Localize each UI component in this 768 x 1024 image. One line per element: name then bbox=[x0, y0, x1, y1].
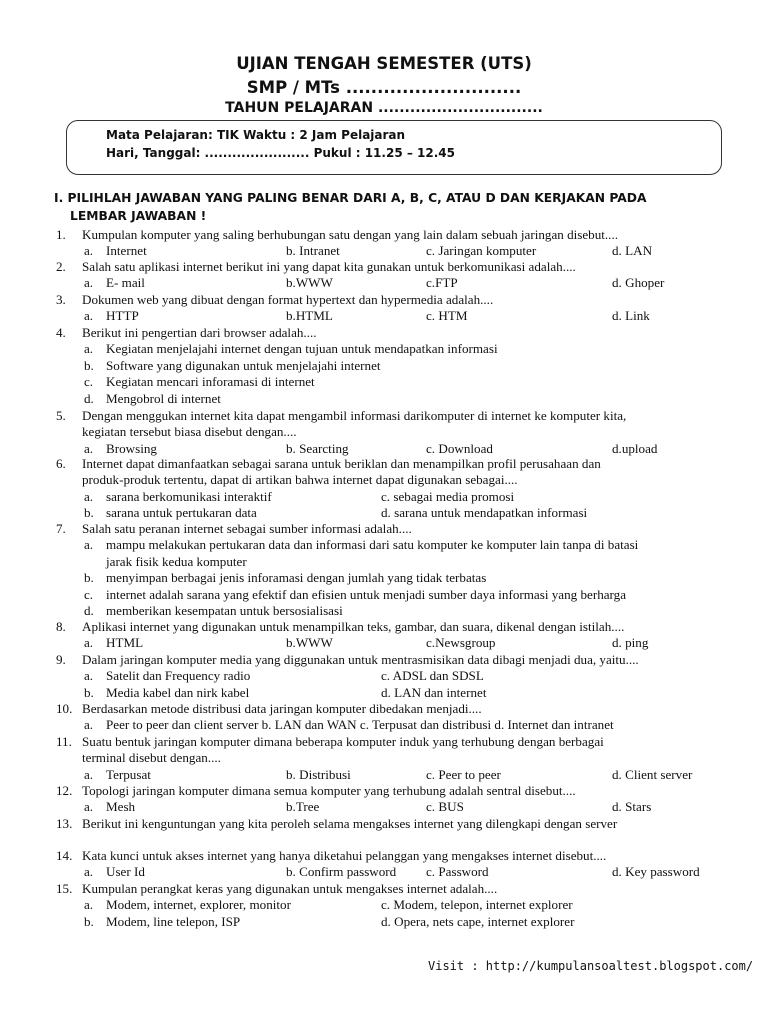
option-letter[interactable]: b. bbox=[84, 684, 94, 700]
option-text: sarana untuk mendapatkan informasi bbox=[394, 505, 588, 521]
option-text: BUS bbox=[438, 799, 464, 815]
option[interactable] bbox=[381, 914, 574, 930]
option-letter: d. bbox=[612, 440, 622, 456]
question-number: 5. bbox=[56, 408, 66, 423]
option[interactable] bbox=[381, 668, 484, 684]
option[interactable] bbox=[286, 864, 396, 880]
option[interactable] bbox=[426, 864, 489, 880]
option-letter: c. bbox=[381, 897, 391, 913]
option-letter: d. bbox=[612, 635, 622, 651]
academic-year: TAHUN PELAJARAN ............................... bbox=[225, 100, 543, 116]
option-text: upload bbox=[621, 440, 658, 456]
option-letter[interactable]: b. bbox=[84, 505, 94, 521]
option-text[interactable]: Modem, line telepon, ISP bbox=[106, 913, 241, 929]
option-letter: c. bbox=[426, 243, 436, 259]
option-text: Ghoper bbox=[625, 275, 665, 291]
question-number: 7. bbox=[56, 521, 66, 536]
option[interactable] bbox=[286, 635, 333, 651]
question-number: 13. bbox=[56, 816, 73, 831]
option-text[interactable]: mampu melakukan pertukaran data dan informasi dari satu komputer ke komputer lain tanpa di batasi bbox=[106, 537, 639, 553]
question-text: Dalam jaringan komputer media yang diggunakan untuk mentrasmisikan data dibagi menjadi dua, yaitu.... bbox=[82, 652, 639, 667]
option-text[interactable]: sarana untuk pertukaran data bbox=[106, 505, 257, 521]
question-number: 9. bbox=[56, 652, 66, 667]
option-letter[interactable]: a. bbox=[84, 864, 94, 880]
option-letter[interactable]: a. bbox=[84, 537, 94, 553]
option[interactable] bbox=[286, 799, 319, 815]
option-text: Key password bbox=[625, 864, 700, 880]
option[interactable] bbox=[426, 767, 501, 783]
option-text: Distribusi bbox=[299, 766, 351, 782]
option-letter[interactable]: a. bbox=[84, 243, 94, 259]
option-letter[interactable]: a. bbox=[84, 897, 94, 913]
option-letter: b. bbox=[286, 440, 296, 456]
option-text: Confirm password bbox=[299, 864, 397, 880]
option-letter[interactable]: a. bbox=[84, 488, 94, 504]
question-number: 6. bbox=[56, 456, 66, 471]
option-letter: d. bbox=[612, 864, 622, 880]
option[interactable] bbox=[381, 505, 587, 521]
option-text: Newsgroup bbox=[435, 635, 496, 651]
date-hour-line: Hari, Tanggal: ....................... Pukul : 11.25 – 12.45 bbox=[106, 146, 455, 160]
option[interactable] bbox=[612, 767, 692, 783]
option-text: Link bbox=[625, 308, 650, 324]
option-text: ping bbox=[625, 635, 649, 651]
option-text: Stars bbox=[625, 799, 652, 815]
option-letter[interactable]: a. bbox=[84, 341, 94, 357]
option-text[interactable]: Kegiatan menjelajahi internet dengan tujuan untuk mendapatkan informasi bbox=[106, 341, 498, 357]
option-letter: d. bbox=[612, 308, 622, 324]
option[interactable] bbox=[286, 275, 333, 291]
question-text: Aplikasi internet yang digunakan untuk menampilkan teks, gambar, dan suara, dikenal dengan istilah.... bbox=[82, 619, 625, 634]
option[interactable] bbox=[286, 441, 349, 457]
option[interactable] bbox=[381, 489, 514, 505]
question-number: 1. bbox=[56, 227, 66, 242]
option-text: Peer to peer bbox=[438, 766, 501, 782]
option-text: WWW bbox=[295, 635, 333, 651]
question-text: Dengan menggukan internet kita dapat mengambil informasi darikomputer di internet ke komputer kita, bbox=[82, 408, 627, 423]
option-letter[interactable]: a. bbox=[84, 717, 94, 733]
question-text: Kumpulan perangkat keras yang digunakan untuk mengakses internet adalah.... bbox=[82, 881, 498, 896]
option-text[interactable]: Satelit dan Frequency radio bbox=[106, 668, 251, 684]
option-letter: d. bbox=[612, 275, 622, 291]
question-number: 10. bbox=[56, 701, 73, 716]
section-instruction-cont: LEMBAR JAWABAN ! bbox=[70, 209, 207, 223]
option-letter: d. bbox=[612, 766, 622, 782]
option-letter[interactable]: b. bbox=[84, 913, 94, 929]
option-letter: c. bbox=[381, 488, 391, 504]
option-text-cont: jarak fisik kedua komputer bbox=[106, 553, 247, 569]
question-text: Berdasarkan metode distribusi data jaringan komputer dibedakan menjadi.... bbox=[82, 701, 482, 716]
option-letter: c. bbox=[426, 308, 436, 324]
question-number: 3. bbox=[56, 292, 66, 307]
option[interactable] bbox=[381, 685, 486, 701]
option[interactable] bbox=[612, 441, 657, 457]
option-letter: c. bbox=[426, 440, 436, 456]
option-letter: c. bbox=[381, 668, 391, 684]
option-text: Opera, nets cape, internet explorer bbox=[394, 913, 575, 929]
option-text[interactable]: Kegiatan mencari inforamasi di internet bbox=[106, 374, 315, 390]
option-text[interactable]: Modem, internet, explorer, monitor bbox=[106, 897, 291, 913]
option-text[interactable]: memberikan kesempatan untuk bersosialisasi bbox=[106, 603, 343, 618]
option-text: Download bbox=[438, 440, 493, 456]
option[interactable] bbox=[612, 635, 648, 651]
option-text: HTML bbox=[295, 308, 333, 324]
subject-time-line: Mata Pelajaran: TIK Waktu : 2 Jam Pelajaran bbox=[106, 128, 406, 142]
option-text: Jaringan komputer bbox=[438, 243, 537, 259]
option-text: ADSL dan SDSL bbox=[392, 668, 484, 684]
option-text: FTP bbox=[435, 275, 458, 291]
option-text: Modem, telepon, internet explorer bbox=[393, 897, 573, 913]
option-text[interactable]: Mesh bbox=[106, 799, 136, 815]
option-letter[interactable]: b. bbox=[84, 357, 94, 373]
option-text[interactable]: Peer to peer dan client server b. LAN dan WAN c. Terpusat dan distribusi d. Internet dan intranet bbox=[106, 717, 614, 733]
question-text: kegiatan tersebut biasa disebut dengan.... bbox=[82, 424, 297, 440]
option-text: HTM bbox=[438, 308, 468, 324]
option-letter: b. bbox=[286, 275, 296, 291]
question-text: Salah satu peranan internet sebagai sumber informasi adalah.... bbox=[82, 521, 412, 536]
option-letter[interactable]: a. bbox=[84, 635, 94, 651]
option-letter[interactable]: c. bbox=[84, 586, 94, 602]
option-letter: d. bbox=[381, 684, 391, 700]
option-text[interactable]: Software yang digunakan untuk menjelajahi internet bbox=[106, 357, 381, 373]
option-text: Intranet bbox=[299, 243, 340, 259]
option-letter[interactable]: a. bbox=[84, 799, 94, 815]
question-text: Topologi jaringan komputer dimana semua komputer yang terhubung adalah sentral disebut.... bbox=[82, 783, 576, 798]
option-letter: b. bbox=[286, 635, 296, 651]
school-line: SMP / MTs ............................ bbox=[246, 78, 522, 97]
question-number: 15. bbox=[56, 881, 73, 896]
option[interactable] bbox=[286, 243, 340, 259]
option-letter: c. bbox=[426, 635, 436, 651]
question-number: 2. bbox=[56, 259, 66, 274]
option-text: WWW bbox=[295, 275, 333, 291]
option-letter[interactable]: a. bbox=[84, 275, 94, 291]
option[interactable] bbox=[426, 635, 495, 651]
option-letter: d. bbox=[612, 799, 622, 815]
question-number: 14. bbox=[56, 848, 73, 863]
question-text: Kata kunci untuk akses internet yang hanya diketahui pelanggan yang mengakses internet disebut.... bbox=[82, 848, 607, 863]
option-letter: b. bbox=[286, 864, 296, 880]
option-letter: c. bbox=[426, 864, 436, 880]
question-number: 8. bbox=[56, 619, 66, 634]
question-text: Kumpulan komputer yang saling berhubungan satu dengan yang lain dalam sebuah jaringan disebut.... bbox=[82, 227, 618, 242]
option-text: Searcting bbox=[299, 440, 349, 456]
option-text: Password bbox=[438, 864, 489, 880]
option[interactable] bbox=[612, 275, 664, 291]
option[interactable] bbox=[426, 243, 536, 259]
option[interactable] bbox=[286, 308, 333, 324]
option-letter: b. bbox=[286, 799, 296, 815]
option-text: Client server bbox=[625, 766, 693, 782]
option-letter: d. bbox=[381, 913, 391, 929]
option-letter: d. bbox=[612, 243, 622, 259]
question-text: Internet dapat dimanfaatkan sebagai sarana untuk beriklan dan menampilkan profil perusahaan dan bbox=[82, 456, 601, 471]
option-text[interactable]: menyimpan berbagai jenis inforamasi dengan jumlah yang tidak terbatas bbox=[106, 570, 487, 586]
option-text: LAN bbox=[625, 243, 653, 259]
question-number: 11. bbox=[56, 734, 72, 749]
option-letter: c. bbox=[426, 799, 436, 815]
option-letter[interactable]: a. bbox=[84, 440, 94, 456]
option-letter: b. bbox=[286, 766, 296, 782]
question-text: terminal disebut dengan.... bbox=[82, 750, 221, 766]
option-letter[interactable]: a. bbox=[84, 668, 94, 684]
option-text[interactable]: internet adalah sarana yang efektif dan efisien untuk menjadi sumber daya informasi yang berharga bbox=[106, 586, 627, 602]
option[interactable] bbox=[612, 308, 650, 324]
option-text[interactable]: Media kabel dan nirk kabel bbox=[106, 684, 250, 700]
question-text: Berikut ini kenguntungan yang kita peroleh selama mengakses internet yang dilengkapi dengan server bbox=[82, 816, 618, 831]
option[interactable] bbox=[381, 897, 573, 913]
option-text[interactable]: Browsing bbox=[106, 440, 157, 456]
option[interactable] bbox=[426, 799, 464, 815]
question-text: Salah satu aplikasi internet berikut ini yang dapat kita gunakan untuk berkomunikasi adalah.... bbox=[82, 259, 576, 274]
exam-title: UJIAN TENGAH SEMESTER (UTS) bbox=[236, 54, 532, 73]
option[interactable] bbox=[426, 441, 493, 457]
option-text[interactable]: sarana berkomunikasi interaktif bbox=[106, 488, 272, 504]
option-text[interactable]: User Id bbox=[106, 864, 145, 880]
option[interactable] bbox=[612, 799, 651, 815]
option-letter[interactable]: b. bbox=[84, 570, 94, 586]
option-letter[interactable]: d. bbox=[84, 390, 94, 406]
option[interactable] bbox=[612, 864, 700, 880]
option-text[interactable]: HTML bbox=[106, 635, 144, 651]
option-text: LAN dan internet bbox=[394, 684, 487, 700]
question-text: produk-produk tertentu, dapat di artikan bahwa internet dapat digunakan sebagai.... bbox=[82, 472, 518, 488]
option-letter: d. bbox=[381, 505, 391, 521]
option[interactable] bbox=[426, 275, 458, 291]
option-letter[interactable]: d. bbox=[84, 603, 94, 618]
question-text: Dokumen web yang dibuat dengan format hypertext dan hypermedia adalah.... bbox=[82, 292, 494, 307]
question-number: 12. bbox=[56, 783, 73, 798]
option-letter[interactable]: a. bbox=[84, 766, 94, 782]
option-text[interactable]: E- mail bbox=[106, 275, 145, 291]
option-text[interactable]: Mengobrol di internet bbox=[106, 390, 221, 406]
option-letter[interactable]: c. bbox=[84, 374, 94, 390]
section-instruction: I. PILIHLAH JAWABAN YANG PALING BENAR DARI A, B, C, ATAU D DAN KERJAKAN PADA bbox=[54, 191, 647, 205]
option-text[interactable]: HTTP bbox=[106, 308, 139, 324]
option[interactable] bbox=[426, 308, 467, 324]
option-text[interactable]: Terpusat bbox=[106, 766, 151, 782]
option-letter: b. bbox=[286, 243, 296, 259]
question-text: Suatu bentuk jaringan komputer dimana beberapa komputer induk yang terhubung dengan berbagai bbox=[82, 734, 604, 749]
option-letter: c. bbox=[426, 766, 436, 782]
option-letter: b. bbox=[286, 308, 296, 324]
option-text[interactable]: Internet bbox=[106, 243, 147, 259]
option-text: Tree bbox=[295, 799, 320, 815]
question-text: Berikut ini pengertian dari browser adalah.... bbox=[82, 325, 317, 340]
option-text: sebagai media promosi bbox=[393, 488, 515, 504]
option[interactable] bbox=[612, 243, 652, 259]
option-letter: c. bbox=[426, 275, 436, 291]
question-number: 4. bbox=[56, 325, 66, 340]
visit-link[interactable]: Visit : http://kumpulansoaltest.blogspot.com/ bbox=[428, 959, 754, 973]
option-letter[interactable]: a. bbox=[84, 308, 94, 324]
option[interactable] bbox=[286, 767, 351, 783]
